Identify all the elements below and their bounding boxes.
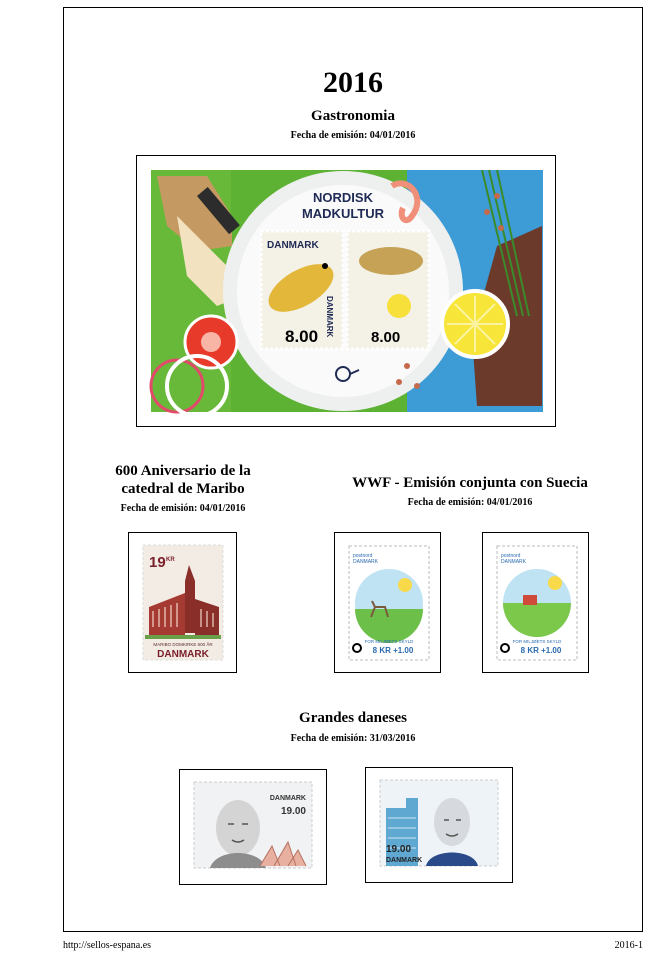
- stamp-right-value: 8.00: [371, 329, 401, 346]
- wwf-stamp-1: [335, 533, 440, 672]
- wwf-stamp-2-value: 8 KR +1.00: [520, 646, 562, 655]
- gastronomia-title: Gastronomia: [311, 108, 395, 124]
- sheet-header-line1: NORDISK: [313, 190, 373, 205]
- stamp-left-value: 8.00: [285, 327, 319, 346]
- wwf-stamp-1-brand: postnord: [353, 553, 373, 559]
- maribo-title-line1: 600 Aniversario de la: [115, 463, 251, 479]
- wwf-stamp-1-value: 8 KR +1.00: [372, 646, 414, 655]
- maribo-stamp: [129, 533, 236, 672]
- grandes-stamp-1-country: DANMARK: [269, 795, 306, 802]
- wwf-stamp-2-brand: postnord: [501, 553, 521, 559]
- footer-url[interactable]: http://sellos-espana.es: [63, 940, 152, 951]
- wwf-stamp-frame-1: [334, 532, 441, 673]
- grandes-issue-date: Fecha de emisión: 31/03/2016: [290, 733, 416, 744]
- maribo-stamp-frame: [128, 532, 237, 673]
- grandes-stamp-frame-1: [179, 769, 327, 885]
- stamp-right-country: DANMARK: [325, 296, 334, 338]
- wwf-stamp-2-country: DANMARK: [501, 559, 527, 565]
- grandes-stamp-1-value: 19.00: [280, 806, 306, 817]
- wwf-stamp-1-caption: FOR MILJØETS SKYLD: [364, 639, 414, 644]
- maribo-stamp-caption: MARIBO DOMKIRKE 600 ÅR: [153, 642, 213, 647]
- maribo-stamp-value: 19: [149, 554, 166, 571]
- gastronomia-issue-date: Fecha de emisión: 04/01/2016: [290, 130, 416, 141]
- grandes-stamp-frame-2: [365, 767, 513, 883]
- grandes-stamp-2-country: DANMARK: [386, 857, 423, 864]
- sheet-header-line2: MADKULTUR: [301, 206, 385, 221]
- footer-page-number: 2016-1: [614, 940, 643, 951]
- grandes-stamp-2-value: 19.00: [386, 844, 412, 855]
- grandes-title: Grandes daneses: [299, 710, 407, 726]
- wwf-issue-date: Fecha de emisión: 04/01/2016: [407, 497, 533, 508]
- grandes-stamp-1: [180, 770, 326, 884]
- wwf-title: WWF - Emisión conjunta con Suecia: [352, 475, 588, 491]
- page-year: 2016: [323, 66, 383, 99]
- souvenir-sheet-illustration: [137, 156, 555, 426]
- wwf-stamp-2: [483, 533, 588, 672]
- wwf-stamp-frame-2: [482, 532, 589, 673]
- stamp-left-country: DANMARK: [267, 240, 319, 251]
- maribo-title-line2: catedral de Maribo: [121, 481, 245, 497]
- panda-icon: [352, 643, 362, 653]
- maribo-stamp-country: DANMARK: [157, 649, 209, 660]
- panda-icon: [500, 643, 510, 653]
- wwf-stamp-1-country: DANMARK: [353, 559, 379, 565]
- gastronomia-souvenir-sheet: [136, 155, 556, 427]
- wwf-stamp-2-caption: FOR MILJØETS SKYLD: [512, 639, 562, 644]
- maribo-stamp-unit: KR: [166, 557, 175, 563]
- maribo-issue-date: Fecha de emisión: 04/01/2016: [120, 503, 246, 514]
- grandes-stamp-2: [366, 768, 512, 882]
